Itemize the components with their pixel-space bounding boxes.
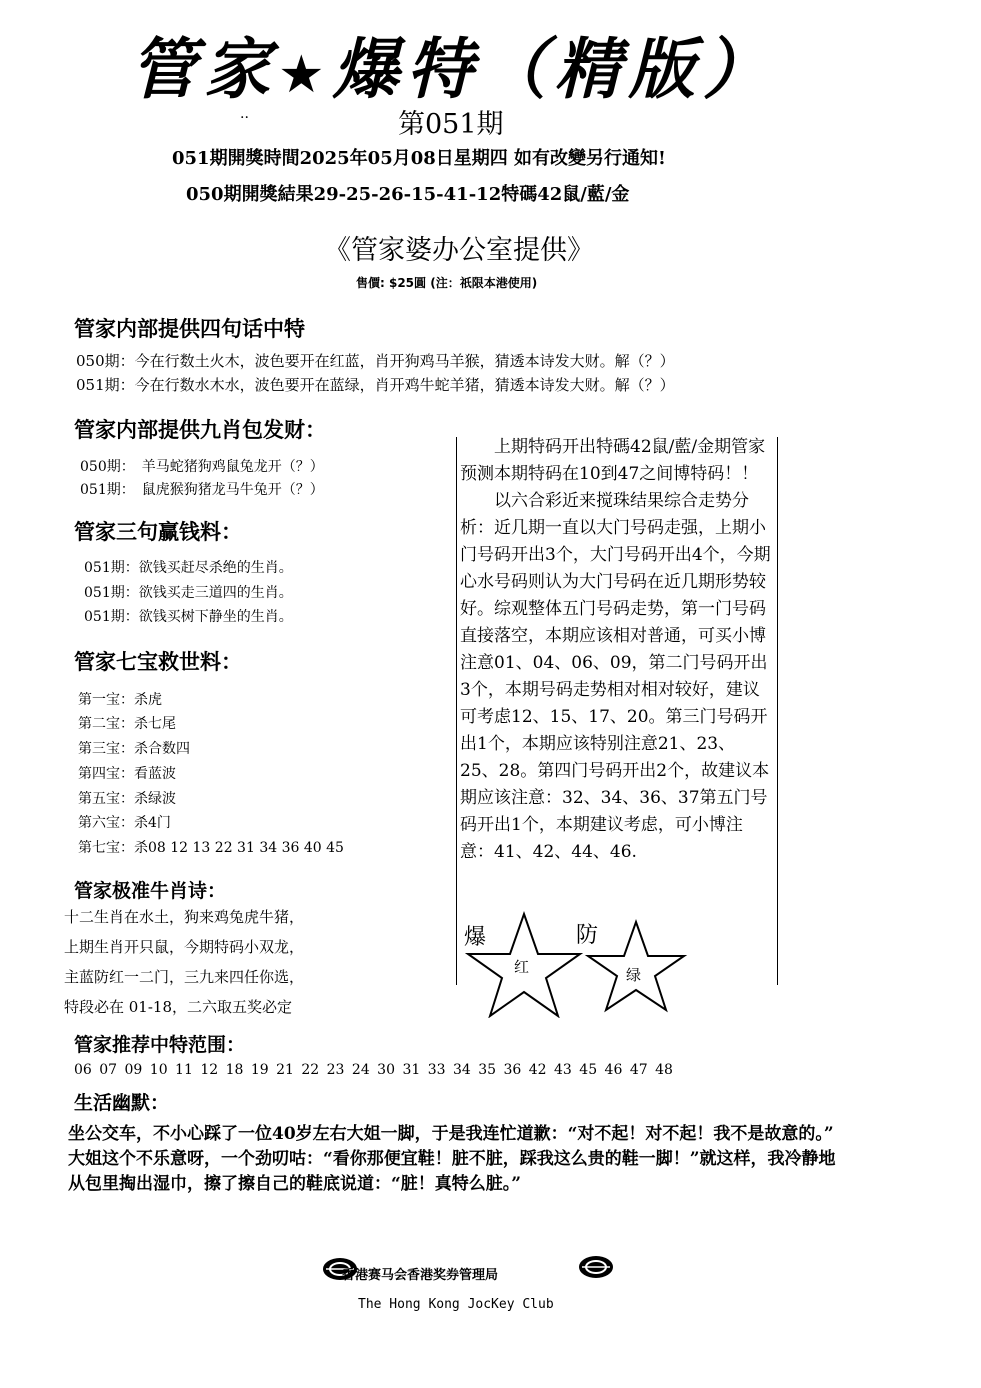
poem-line: 上期生肖开只鼠，今期特码小双龙， — [64, 938, 305, 956]
poem-line: 主蓝防红一二门，三九来四任你选， — [64, 968, 305, 986]
star-inner-label: 红 — [514, 958, 530, 976]
treasure-item: 第五宝：杀绿波 — [78, 791, 176, 807]
treasure-item: 第六宝：杀4门 — [78, 815, 171, 831]
last-result: 050期開獎結果29-25-26-15-41-12特碼42鼠/藍/金 — [186, 184, 630, 205]
stars-graphic — [462, 908, 702, 1018]
three-sentences-line: 051期：欲钱买赶尽杀绝的生肖。 — [84, 560, 293, 576]
jockey-club-logo-icon — [578, 1254, 614, 1280]
analysis-paragraph: 以六合彩近来搅珠结果综合走势分析：近几期一直以大门号码走强，上期小门号码开出3个，大门号码开出4个，今期心水号码则认为大门号码在近几期形势较好。综观整体五门号码走势，第一门号码直接落空，本期应该相对普通，可买小博注意01、04、06、09，第二门号码开出3个，本期号码走势相对相对较好，建议可考虑12、15、17、20。第三门号码开出1个，本期应该特别注意21、23、25、28。第四门号码开出2个，故建议本期应该注意：32、34、36、37第五门号码开出1个，本期建议考虑，可小博注意：41、42、44、46. — [460, 491, 771, 862]
star-label: 防 — [576, 923, 599, 948]
range-numbers: 06 07 09 10 11 12 18 19 21 22 23 24 30 31 33 34 35 36 42 43 45 46 47 48 — [74, 1062, 673, 1078]
main-title: 管家★爆特（精版） — [130, 31, 777, 108]
star-icon: ★ — [278, 45, 333, 105]
humor-line: 坐公交车，不小心踩了一位40岁左右大姐一脚，于是我连忙道歉：“对不起！对不起！我不是故意的。” — [68, 1124, 834, 1144]
footer-org-en: The Hong Kong JocKey Club — [358, 1297, 554, 1312]
four-sentences-line: 050期：今在行数土火木，波色要开在红蓝，肖开狗鸡马羊猴，猜透本诗发大财。解（？） — [76, 352, 675, 370]
three-sentences-line: 051期：欲钱买树下静坐的生肖。 — [84, 609, 293, 625]
footer-org-cn: 香港赛马会香港奖券管理局 — [342, 1268, 499, 1283]
three-sentences-heading: 管家三句赢钱料： — [74, 520, 242, 544]
four-sentences-heading: 管家内部提供四句话中特 — [74, 317, 305, 341]
star-label: 爆 — [464, 925, 487, 950]
analysis-text — [460, 434, 772, 866]
issue-number: 第051期 — [398, 109, 504, 140]
treasure-item: 第三宝：杀合数四 — [78, 741, 190, 757]
four-sentences-line: 051期：今在行数水木水，波色要开在蓝绿，肖开鸡牛蛇羊猪，猜透本诗发大财。解（？） — [76, 376, 675, 394]
treasure-item: 第七宝：杀08 12 13 22 31 34 36 40 45 — [78, 840, 344, 856]
nine-zodiac-line: 051期： 鼠虎猴狗猪龙马牛兔开（？） — [80, 482, 324, 498]
range-heading: 管家推荐中特范围： — [74, 1034, 246, 1056]
humor-line: 从包里掏出湿巾，擦了擦自己的鞋底说道：“脏！真特么脏。” — [68, 1174, 522, 1194]
nine-zodiac-line: 050期： 羊马蛇猪狗鸡鼠兔龙开（？） — [80, 459, 324, 475]
three-sentences-line: 051期：欲钱买走三道四的生肖。 — [84, 585, 293, 601]
poem-heading: 管家极准牛肖诗： — [74, 880, 227, 902]
humor-heading: 生活幽默： — [74, 1092, 170, 1114]
poem-line: 特段必在 01-18，二六取五奖必定 — [64, 998, 293, 1016]
treasure-item: 第二宝：杀七尾 — [78, 716, 176, 732]
price-note: 售價: $25圓 (注：祇限本港使用) — [356, 276, 538, 290]
star-inner-label: 绿 — [626, 966, 642, 984]
draw-time: 051期開獎時間2025年05月08日星期四 如有改變另行通知! — [172, 148, 666, 169]
treasure-item: 第四宝：看蓝波 — [78, 766, 176, 782]
humor-line: 大姐这个不乐意呀，一个劲叨咕：“看你那便宜鞋！脏不脏，踩我这么贵的鞋一脚！”就这样，我冷静地 — [68, 1149, 836, 1169]
treasure-item: 第一宝：杀虎 — [78, 692, 162, 708]
decorative-dots: .. — [240, 106, 249, 122]
analysis-paragraph: 上期特码开出特碼42鼠/藍/金期管家预测本期特码在10到47之间博特码！！ — [460, 437, 766, 484]
poem-line: 十二生肖在水土，狗来鸡兔虎牛猪， — [64, 908, 305, 926]
humor-story — [68, 1122, 948, 1197]
nine-zodiac-heading: 管家内部提供九肖包发财： — [74, 418, 326, 442]
seven-treasures-heading: 管家七宝救世料： — [74, 650, 242, 674]
provider-title: 《管家婆办公室提供》 — [324, 235, 594, 266]
